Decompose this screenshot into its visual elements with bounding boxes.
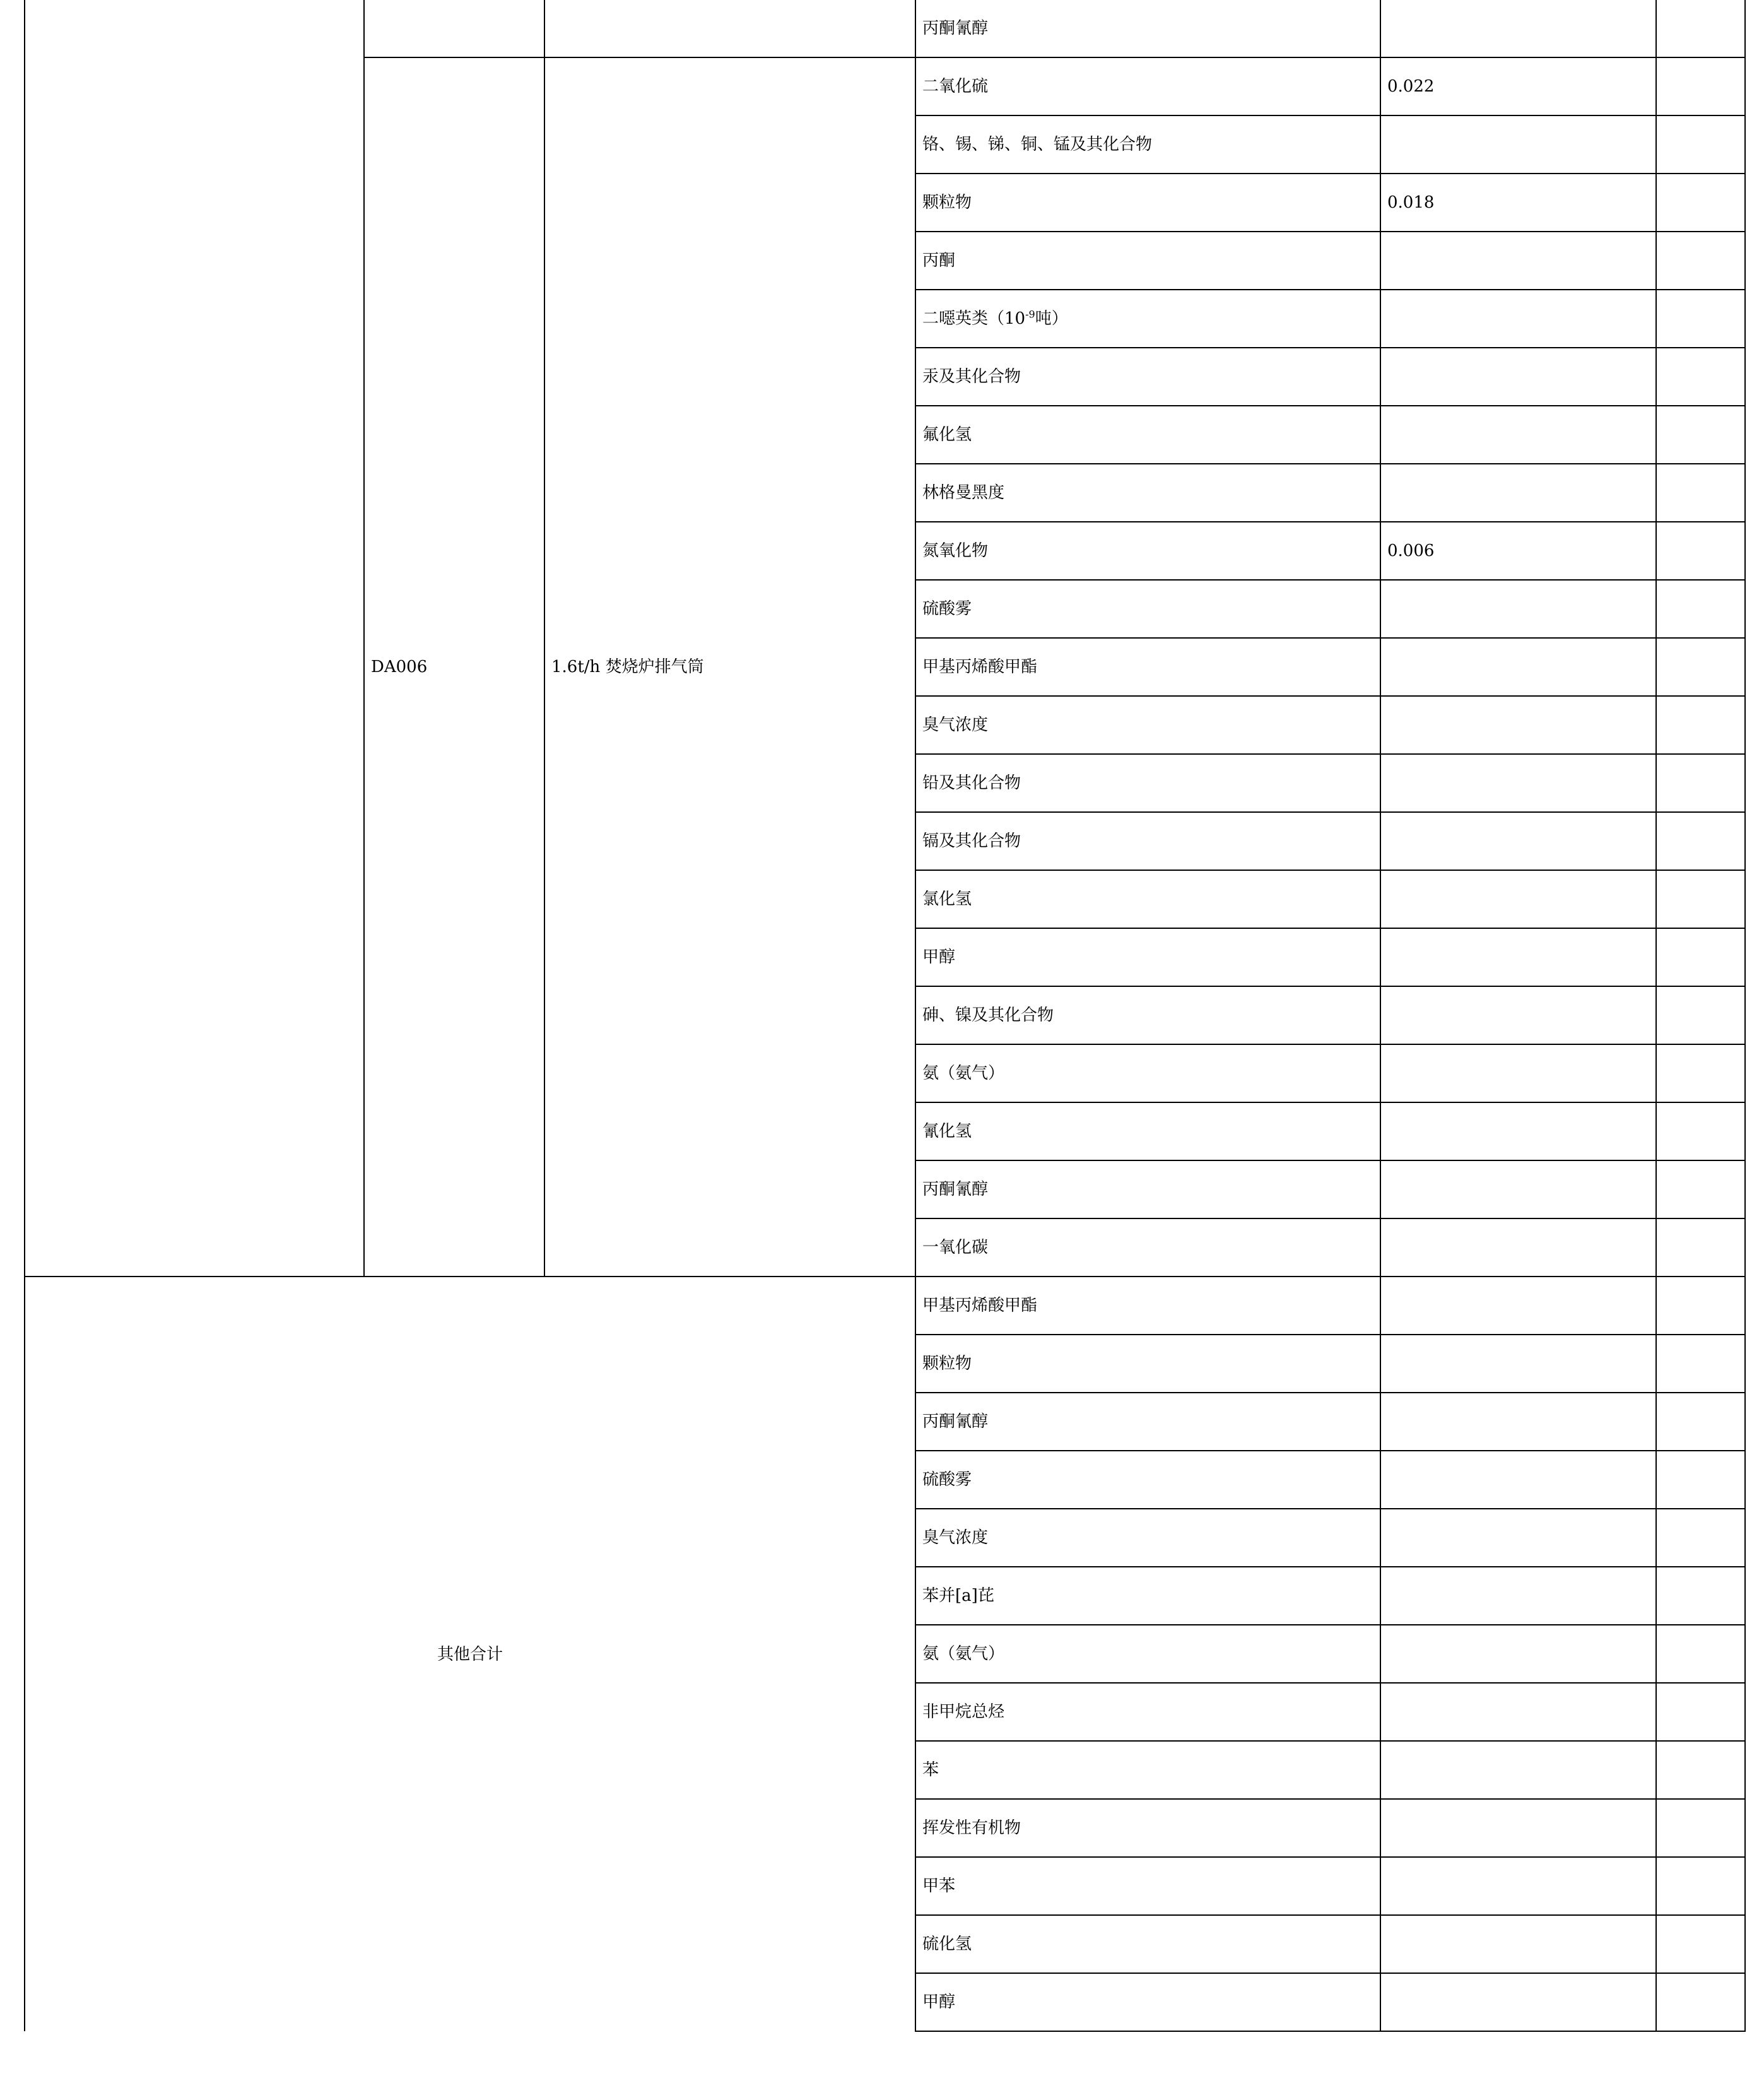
extra-cell	[1656, 1973, 1745, 2031]
pollutant-cell: 氟化氢	[915, 406, 1380, 464]
extra-cell	[1656, 580, 1745, 638]
pollutant-cell: 汞及其化合物	[915, 348, 1380, 406]
pollutant-cell: 氰化氢	[915, 1102, 1380, 1160]
other-total-label-cell: 其他合计	[25, 1277, 915, 2031]
emission-value-cell	[1380, 1625, 1656, 1683]
pollutant-cell: 苯	[915, 1741, 1380, 1799]
pollutant-cell: 挥发性有机物	[915, 1799, 1380, 1857]
pollutant-cell: 铅及其化合物	[915, 754, 1380, 812]
emission-value-cell	[1380, 870, 1656, 928]
emission-value-cell	[1380, 1335, 1656, 1393]
emission-value-cell	[1380, 638, 1656, 696]
extra-cell	[1656, 348, 1745, 406]
emission-value-cell: 0.022	[1380, 57, 1656, 115]
extra-cell	[1656, 1915, 1745, 1973]
pollutant-cell: 甲苯	[915, 1857, 1380, 1915]
extra-cell	[1656, 290, 1745, 348]
pollutant-cell: 臭气浓度	[915, 696, 1380, 754]
extra-cell	[1656, 522, 1745, 580]
emission-value-cell	[1380, 1160, 1656, 1218]
emission-value-cell: 0.018	[1380, 174, 1656, 232]
extra-cell	[1656, 1451, 1745, 1509]
table-row	[25, 1277, 1745, 1335]
emission-value-cell	[1380, 1567, 1656, 1625]
outlet-code-cell: DA006	[364, 57, 544, 1277]
extra-cell	[1656, 406, 1745, 464]
extra-cell	[1656, 115, 1745, 174]
pollutant-cell: 丙酮氰醇	[915, 1160, 1380, 1218]
pollutant-cell: 颗粒物	[915, 174, 1380, 232]
pollutant-cell: 镉及其化合物	[915, 812, 1380, 870]
emission-value-cell	[1380, 1973, 1656, 2031]
pollutant-cell: 甲醇	[915, 928, 1380, 986]
emission-value-cell	[1380, 1393, 1656, 1451]
extra-cell	[1656, 1102, 1745, 1160]
pollutant-cell: 氯化氢	[915, 870, 1380, 928]
pollutant-cell: 铬、锡、锑、铜、锰及其化合物	[915, 115, 1380, 174]
emissions-table	[24, 0, 1746, 2032]
extra-cell	[1656, 812, 1745, 870]
emission-value-cell	[1380, 812, 1656, 870]
extra-cell	[1656, 754, 1745, 812]
prev-outlet-name-cell	[544, 0, 915, 57]
pollutant-cell: 氨（氨气）	[915, 1625, 1380, 1683]
emission-value-cell	[1380, 0, 1656, 57]
emission-value-cell	[1380, 1915, 1656, 1973]
extra-cell	[1656, 1393, 1745, 1451]
emission-value-cell	[1380, 406, 1656, 464]
pollutant-cell: 颗粒物	[915, 1335, 1380, 1393]
extra-cell	[1656, 232, 1745, 290]
emission-value-cell	[1380, 1683, 1656, 1741]
emission-value-cell	[1380, 1218, 1656, 1277]
extra-cell	[1656, 1567, 1745, 1625]
extra-cell	[1656, 1741, 1745, 1799]
pollutant-cell	[915, 290, 1380, 348]
pollutant-cell: 林格曼黑度	[915, 464, 1380, 522]
emission-value-cell	[1380, 1741, 1656, 1799]
category-cell	[25, 0, 364, 1277]
pollutant-name: 二噁英类（10	[922, 309, 1026, 328]
extra-cell	[1656, 1857, 1745, 1915]
extra-cell	[1656, 638, 1745, 696]
pollutant-cell: 丙酮氰醇	[915, 0, 1380, 57]
extra-cell	[1656, 928, 1745, 986]
pollutant-cell: 砷、镍及其化合物	[915, 986, 1380, 1044]
emission-value-cell	[1380, 1451, 1656, 1509]
emission-value-cell	[1380, 696, 1656, 754]
emission-value-cell	[1380, 1044, 1656, 1102]
extra-cell	[1656, 696, 1745, 754]
pollutant-cell: 非甲烷总烃	[915, 1683, 1380, 1741]
extra-cell	[1656, 1218, 1745, 1277]
emission-value-cell	[1380, 1102, 1656, 1160]
pollutant-cell: 丙酮	[915, 232, 1380, 290]
prev-outlet-code-cell	[364, 0, 544, 57]
emission-value-cell	[1380, 754, 1656, 812]
extra-cell	[1656, 1277, 1745, 1335]
emission-value-cell	[1380, 464, 1656, 522]
extra-cell	[1656, 1799, 1745, 1857]
pollutant-cell: 氨（氨气）	[915, 1044, 1380, 1102]
pollutant-cell: 硫化氢	[915, 1915, 1380, 1973]
emission-value-cell	[1380, 290, 1656, 348]
emission-value-cell	[1380, 1799, 1656, 1857]
pollutant-cell: 甲基丙烯酸甲酯	[915, 1277, 1380, 1335]
extra-cell	[1656, 1335, 1745, 1393]
pollutant-cell: 一氧化碳	[915, 1218, 1380, 1277]
extra-cell	[1656, 0, 1745, 57]
pollutant-cell: 硫酸雾	[915, 1451, 1380, 1509]
extra-cell	[1656, 1683, 1745, 1741]
extra-cell	[1656, 1509, 1745, 1567]
emission-value-cell	[1380, 580, 1656, 638]
emission-value-cell: 0.006	[1380, 522, 1656, 580]
pollutant-cell: 丙酮氰醇	[915, 1393, 1380, 1451]
emission-value-cell	[1380, 928, 1656, 986]
emission-value-cell	[1380, 1277, 1656, 1335]
extra-cell	[1656, 1044, 1745, 1102]
emission-value-cell	[1380, 986, 1656, 1044]
extra-cell	[1656, 1160, 1745, 1218]
extra-cell	[1656, 1625, 1745, 1683]
emission-value-cell	[1380, 115, 1656, 174]
extra-cell	[1656, 57, 1745, 115]
pollutant-unit-exponent: -9	[1025, 308, 1035, 321]
pollutant-unit-suffix: 吨）	[1035, 309, 1068, 328]
pollutant-cell: 甲醇	[915, 1973, 1380, 2031]
emission-value-cell	[1380, 232, 1656, 290]
emission-value-cell	[1380, 1509, 1656, 1567]
pollutant-cell: 氮氧化物	[915, 522, 1380, 580]
emissions-table-body	[25, 0, 1745, 2031]
extra-cell	[1656, 986, 1745, 1044]
emission-value-cell	[1380, 1857, 1656, 1915]
pollutant-cell: 苯并[a]芘	[915, 1567, 1380, 1625]
extra-cell	[1656, 464, 1745, 522]
extra-cell	[1656, 174, 1745, 232]
pollutant-cell: 甲基丙烯酸甲酯	[915, 638, 1380, 696]
pollutant-cell: 硫酸雾	[915, 580, 1380, 638]
outlet-name-cell: 1.6t/h 焚烧炉排气筒	[544, 57, 915, 1277]
extra-cell	[1656, 870, 1745, 928]
emission-value-cell	[1380, 348, 1656, 406]
pollutant-cell: 臭气浓度	[915, 1509, 1380, 1567]
table-row	[25, 0, 1745, 57]
pollutant-cell: 二氧化硫	[915, 57, 1380, 115]
